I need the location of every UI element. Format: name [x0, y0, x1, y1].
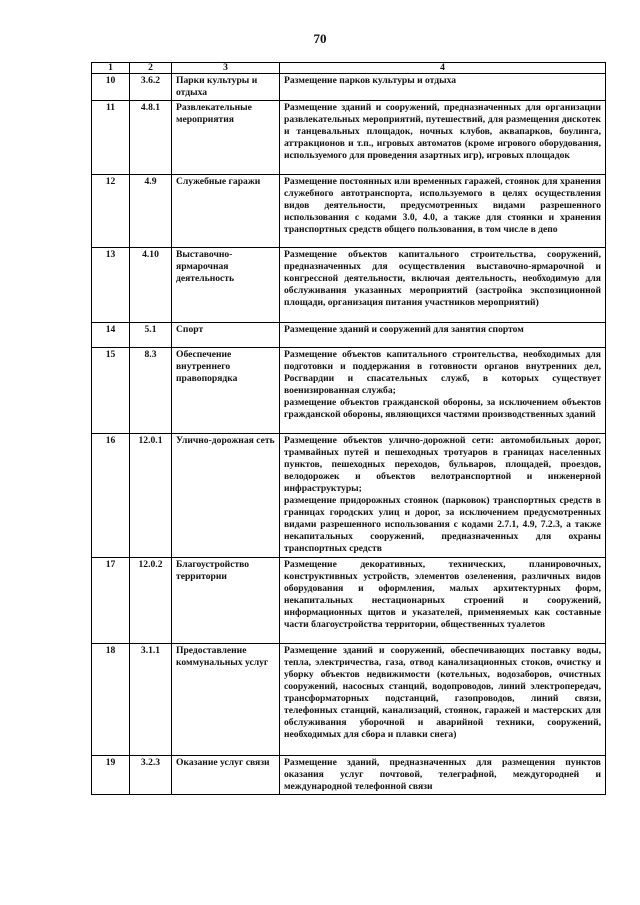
header-col-1: 1 [92, 63, 130, 74]
table-row [92, 644, 606, 756]
row-code: 12.0.2 [130, 558, 172, 644]
row-description: Размещение зданий и сооружений, предназначенных для организации развлекательных мероприятий, путешествий, для размещения дискотек и танцевальных площадок, ночных клубов, аквапарков, боулинга, аттракционов и т.п., игровых автоматов (кроме игрового оборудования, используемого для проведения азартных игр), игровых площадок [280, 101, 606, 175]
row-description: Размещение постоянных или временных гаражей, стоянок для хранения служебного автотранспорта, используемого в целях осуществления видов деятельности, предусмотренных видами разрешенного использования с кодами 3.0, 4.0, а также для стоянки и хранения транспортных средств общего пользования, в том числе в депо [280, 175, 606, 248]
table-row [92, 756, 606, 795]
row-name: Благоустройство территории [172, 558, 280, 644]
row-description: Размещение зданий и сооружений, обеспечивающих поставку воды, тепла, электричества, газа, отвод канализационных стоков, очистку и уборку объектов недвижимости (котельных, водозаборов, очистных сооружений, насосных станций, водопроводов, линий электропередач, трансформаторных подстанций, газопроводов, линий связи, телефонных станций, канализаций, стоянок, гаражей и мастерских для обслуживания уборочной и аварийной техники, сооружений, необходимых для сбора и плавки снега) [280, 644, 606, 756]
row-number: 15 [92, 348, 130, 434]
row-description: Размещение объектов капитального строительства, необходимых для подготовки и поддержания в готовности органов внутренних дел, Росгвардии и спасательных служб, в которых существует военизированная служба; размещение объектов гражданской обороны, за исключением объектов гражданской обороны, являющихся частями производственных зданий [280, 348, 606, 434]
table-row [92, 434, 606, 558]
row-number: 19 [92, 756, 130, 795]
row-code: 4.8.1 [130, 101, 172, 175]
row-number: 11 [92, 101, 130, 175]
header-col-4: 4 [280, 63, 606, 74]
header-col-3: 3 [172, 63, 280, 74]
row-code: 3.1.1 [130, 644, 172, 756]
row-name: Оказание услуг связи [172, 756, 280, 795]
table-row [92, 248, 606, 323]
table-row [92, 348, 606, 434]
row-name: Спорт [172, 323, 280, 348]
row-description: Размещение зданий и сооружений для занятия спортом [280, 323, 606, 348]
row-name: Улично-дорожная сеть [172, 434, 280, 558]
row-description: Размещение объектов капитального строительства, сооружений, предназначенных для осуществления выставочно-ярмарочной и конгрессной деятельности, включая деятельность, необходимую для обслуживания указанных мероприятий (застройка экспозиционной площади, организация питания участников мероприятий) [280, 248, 606, 323]
row-number: 14 [92, 323, 130, 348]
row-code: 5.1 [130, 323, 172, 348]
page-number: 70 [313, 31, 327, 46]
row-code: 4.10 [130, 248, 172, 323]
row-name: Предоставление коммунальных услуг [172, 644, 280, 756]
row-name: Развлекательные мероприятия [172, 101, 280, 175]
row-code: 3.2.3 [130, 756, 172, 795]
row-code: 3.6.2 [130, 74, 172, 101]
row-name: Парки культуры и отдыха [172, 74, 280, 101]
table-row [92, 175, 606, 248]
row-name: Служебные гаражи [172, 175, 280, 248]
header-col-2: 2 [130, 63, 172, 74]
row-number: 16 [92, 434, 130, 558]
row-number: 13 [92, 248, 130, 323]
table-row [92, 323, 606, 348]
table-row [92, 101, 606, 175]
land-use-table [91, 62, 606, 795]
row-number: 18 [92, 644, 130, 756]
row-number: 10 [92, 74, 130, 101]
row-number: 17 [92, 558, 130, 644]
table-header-row [92, 63, 606, 74]
row-description: Размещение объектов улично-дорожной сети: автомобильных дорог, трамвайных путей и пешеходных тротуаров в границах населенных пунктов, пешеходных переходов, бульваров, площадей, проездов, велодорожек и объектов велотранспортной и инженерной инфраструктуры; размещение придорожных стоянок (парковок) транспортных средств в границах городских улиц и дорог, за исключением предусмотренных видами разрешенного использования с кодами 2.7.1, 4.9, 7.2.3, а также некапитальных сооружений, предназначенных для охраны транспортных средств [280, 434, 606, 558]
row-name: Выставочно-ярмарочная деятельность [172, 248, 280, 323]
row-name: Обеспечение внутреннего правопорядка [172, 348, 280, 434]
row-code: 8.3 [130, 348, 172, 434]
row-description: Размещение декоративных, технических, планировочных, конструктивных устройств, элементов озеленения, различных видов оборудования и оформления, малых архитектурных форм, некапитальных нестационарных строений и сооружений, информационных щитов и указателей, применяемых как составные части благоустройства территории, общественных туалетов [280, 558, 606, 644]
row-description: Размещение парков культуры и отдыха [280, 74, 606, 101]
row-number: 12 [92, 175, 130, 248]
table-row [92, 558, 606, 644]
table-row [92, 74, 606, 101]
row-description: Размещение зданий, предназначенных для размещения пунктов оказания услуг почтовой, телеграфной, междугородней и международной телефонной связи [280, 756, 606, 795]
row-code: 12.0.1 [130, 434, 172, 558]
row-code: 4.9 [130, 175, 172, 248]
